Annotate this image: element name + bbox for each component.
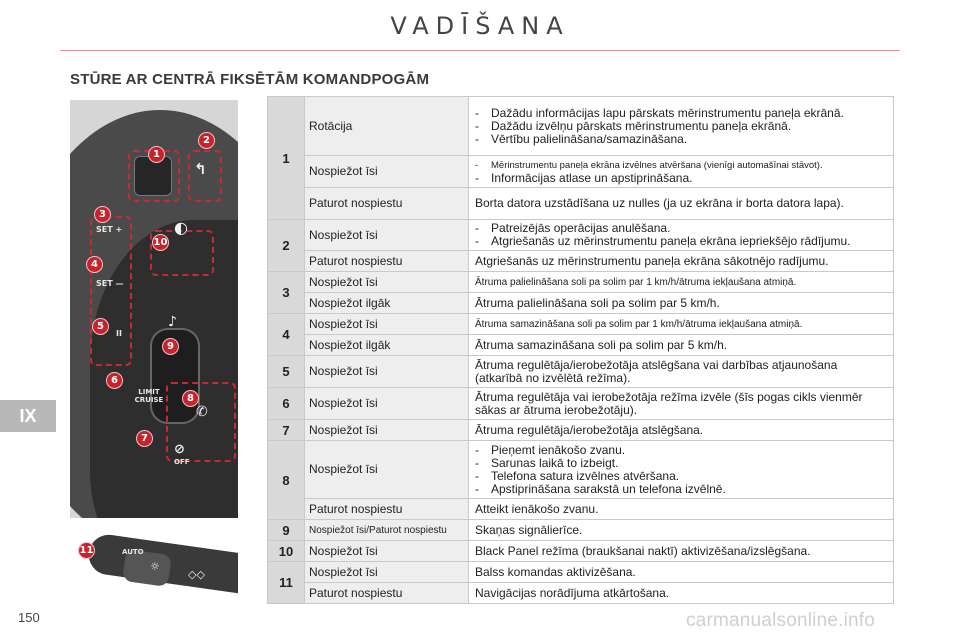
table-row	[268, 388, 894, 420]
description-cell: Black Panel režīma (braukšanai naktī) aktivizēšana/izslēgšana.	[469, 541, 894, 562]
action-cell: Paturot nospiestu	[305, 583, 469, 604]
row-number: 11	[268, 562, 305, 604]
black-panel-icon: ◐	[174, 218, 188, 237]
action-cell: Paturot nospiestu	[305, 188, 469, 220]
description-cell: Skaņas signālierīce.	[469, 520, 894, 541]
row-number: 8	[268, 441, 305, 520]
row-number: 3	[268, 272, 305, 314]
description-cell	[469, 441, 894, 499]
action-cell: Nospiežot īsi	[305, 562, 469, 583]
zone-cruise-buttons	[90, 216, 132, 366]
description-cell: Balss komandas aktivizēšana.	[469, 562, 894, 583]
description-line: - Dažādu informācijas lapu pārskats mērinstrumentu paneļa ekrānā.	[475, 107, 887, 120]
callout-11: 11	[78, 542, 95, 559]
action-cell: Paturot nospiestu	[305, 499, 469, 520]
row-number: 4	[268, 314, 305, 356]
description-line: - Patreizējās operācijas anulēšana.	[475, 222, 887, 235]
action-cell: Nospiežot ilgāk	[305, 335, 469, 356]
cruise-off-icon: ⊘	[174, 442, 185, 457]
set-plus-label: SET +	[96, 225, 123, 234]
description-cell: Atgriešanās uz mērinstrumentu paneļa ekrāna sākotnējo radījumu.	[469, 251, 894, 272]
action-cell: Nospiežot īsi	[305, 156, 469, 188]
callout-6: 6	[106, 372, 123, 389]
description-line: - Dažādu izvēlņu pārskats mērinstrumentu paneļa ekrānā.	[475, 120, 887, 133]
description-cell: Ātruma regulētāja/ierobežotāja atslēgšana.	[469, 420, 894, 441]
description-cell	[469, 156, 894, 188]
row-number: 2	[268, 220, 305, 272]
off-label: OFF	[174, 458, 190, 466]
page-title: VADĪŠANA	[390, 12, 570, 40]
auto-label: AUTO	[122, 548, 144, 556]
description-line: - Sarunas laikā to izbeigt.	[475, 457, 887, 470]
action-cell: Rotācija	[305, 97, 469, 156]
description-line: - Apstiprināšana sarakstā un telefona izvēlnē.	[475, 483, 887, 496]
callout-3: 3	[94, 206, 111, 223]
watermark: carmanualsonline.info	[686, 610, 876, 631]
row-number: 7	[268, 420, 305, 441]
callout-1: 1	[148, 146, 165, 163]
table-row	[268, 520, 894, 541]
steering-wheel-illustration	[70, 100, 238, 518]
callout-2: 2	[198, 132, 215, 149]
phone-icon: ✆	[196, 404, 208, 420]
section-title: STŪRE AR CENTRĀ FIKSĒTĀM KOMANDPOGĀM	[70, 71, 430, 88]
row-number: 10	[268, 541, 305, 562]
callout-7: 7	[136, 430, 153, 447]
description-line: - Informācijas atlase un apstiprināšana.	[475, 172, 887, 185]
description-line: - Pieņemt ienākošo zvanu.	[475, 444, 887, 457]
action-cell: Nospiežot īsi	[305, 272, 469, 293]
action-cell: Nospiežot īsi	[305, 541, 469, 562]
action-cell: Nospiežot īsi	[305, 420, 469, 441]
description-cell: Navigācijas norādījuma atkārtošana.	[469, 583, 894, 604]
description-cell: Atteikt ienākošo zvanu.	[469, 499, 894, 520]
page-number: 150	[18, 610, 40, 625]
description-cell: Ātruma palielināšana soli pa solim par 5 km/h.	[469, 293, 894, 314]
horn-icon: ♪	[168, 314, 177, 330]
table-row	[268, 441, 894, 499]
commands-table	[267, 96, 894, 604]
row-number: 9	[268, 520, 305, 541]
action-cell: Paturot nospiestu	[305, 251, 469, 272]
limit-cruise-label: LIMIT CRUISE	[134, 388, 164, 404]
row-number: 6	[268, 388, 305, 420]
table-row	[268, 272, 894, 293]
description-line: - Mērinstrumentu paneļa ekrāna izvēlnes atvēršana (vienīgi automašīnai stāvot).	[475, 159, 887, 172]
table-row	[268, 188, 894, 220]
row-number: 1	[268, 97, 305, 220]
table-row	[268, 499, 894, 520]
table-row	[268, 583, 894, 604]
action-cell: Nospiežot īsi/Paturot nospiestu	[305, 520, 469, 541]
callout-5: 5	[92, 318, 109, 335]
sidelight-icon: ◇◇	[188, 568, 205, 581]
description-line: - Atgriešanās uz mērinstrumentu paneļa ekrāna iepriekšējo rādījumu.	[475, 235, 887, 248]
table-row	[268, 541, 894, 562]
description-cell	[469, 220, 894, 251]
action-cell: Nospiežot īsi	[305, 314, 469, 335]
action-cell: Nospiežot īsi	[305, 441, 469, 499]
description-cell: Ātruma regulētāja vai ierobežotāja režīma izvēle (šīs pogas cikls vienmēr sākas ar ātruma ierobežotāju).	[469, 388, 894, 420]
action-cell: Nospiežot īsi	[305, 356, 469, 388]
callout-4: 4	[86, 256, 103, 273]
table-row	[268, 314, 894, 335]
set-minus-label: SET —	[96, 279, 124, 288]
description-cell: Ātruma samazināšana soli pa solim par 1 km/h/ātruma iekļaušana atmiņā.	[469, 314, 894, 335]
description-cell: Ātruma samazināšana soli pa solim par 5 km/h.	[469, 335, 894, 356]
return-icon: ↰	[194, 160, 207, 178]
light-lever-illustration	[70, 528, 238, 602]
pause-label: II	[116, 329, 122, 338]
table-row	[268, 251, 894, 272]
headlight-icon: ☼	[150, 560, 160, 573]
table-row	[268, 156, 894, 188]
action-cell: Nospiežot īsi	[305, 220, 469, 251]
callout-8: 8	[182, 390, 199, 407]
description-cell	[469, 97, 894, 156]
chapter-tab[interactable]: IX	[0, 400, 56, 432]
table-row	[268, 293, 894, 314]
row-number: 5	[268, 356, 305, 388]
action-cell: Nospiežot ilgāk	[305, 293, 469, 314]
title-divider	[60, 50, 900, 51]
callout-10: 10	[152, 234, 169, 251]
action-cell: Nospiežot īsi	[305, 388, 469, 420]
description-line: - Vērtību palielināšana/samazināšana.	[475, 133, 887, 146]
table-row	[268, 356, 894, 388]
description-cell: Ātruma regulētāja/ierobežotāja atslēgšana vai darbības atjaunošana (atkarībā no izvēlētā režīma).	[469, 356, 894, 388]
description-cell: Ātruma palielināšana soli pa solim par 1 km/h/ātruma iekļaušana atmiņā.	[469, 272, 894, 293]
description-line: - Telefona satura izvēlnes atvēršana.	[475, 470, 887, 483]
callout-9: 9	[162, 338, 179, 355]
table-row	[268, 220, 894, 251]
table-row	[268, 562, 894, 583]
description-cell: Borta datora uzstādīšana uz nulles (ja uz ekrāna ir borta datora lapa).	[469, 188, 894, 220]
table-row	[268, 97, 894, 156]
table-row	[268, 335, 894, 356]
table-row	[268, 420, 894, 441]
